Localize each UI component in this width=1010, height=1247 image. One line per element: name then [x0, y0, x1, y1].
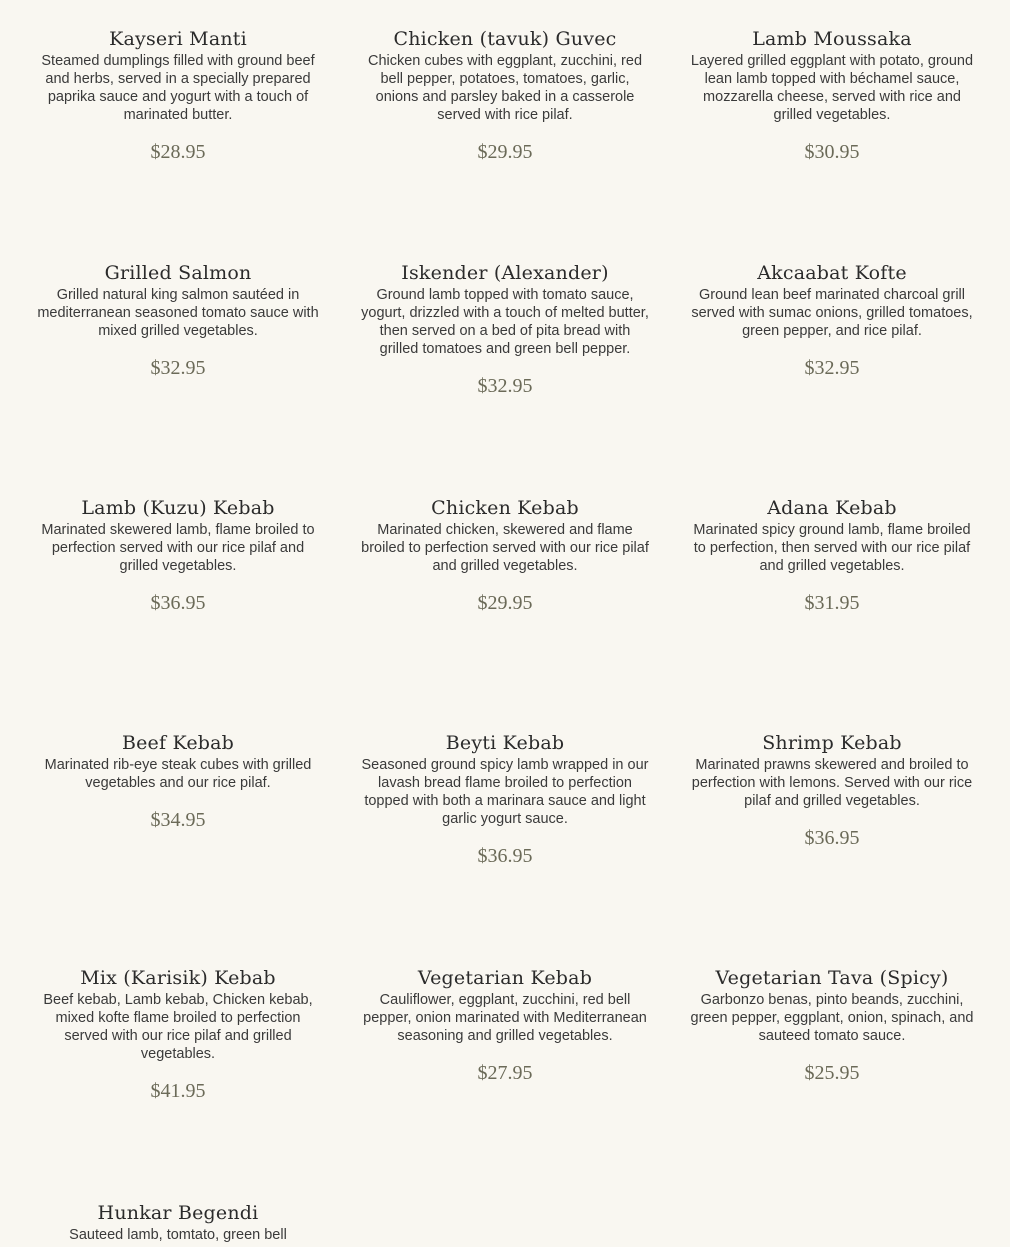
menu-item-price: $27.95: [477, 1062, 533, 1084]
menu-item-name: Grilled Salmon: [104, 262, 252, 284]
menu-item: [33, 1201, 323, 1244]
menu-item-name: Akcaabat Kofte: [757, 262, 907, 284]
menu-item-price: $36.95: [477, 845, 533, 867]
menu-item-price: $30.95: [804, 141, 860, 163]
menu-item: [360, 731, 650, 868]
menu-item-description: Ground lamb topped with tomato sauce, yogurt, drizzled with a touch of melted butter, then served on a bed of pita bread with grilled tomatoes and green bell pepper.: [361, 287, 649, 357]
menu-item-description: Marinated rib-eye steak cubes with grilled vegetables and our rice pilaf.: [44, 757, 312, 791]
menu-item: [33, 261, 323, 380]
menu-item-price: $28.95: [150, 141, 206, 163]
menu-item-name: Iskender (Alexander): [401, 262, 609, 284]
menu-item-description: Marinated prawns skewered and broiled to perfection with lemons. Served with our rice pilaf and grilled vegetables.: [691, 757, 973, 809]
menu-item-description: Layered grilled eggplant with potato, ground lean lamb topped with béchamel sauce, mozzarella cheese, served with rice and grilled vegetables.: [690, 53, 974, 123]
menu-item: [687, 496, 977, 615]
menu-item: [360, 261, 650, 398]
menu-item-description: Cauliflower, eggplant, zucchini, red bell pepper, onion marinated with Mediterranean seasoning and grilled vegetables.: [363, 992, 647, 1044]
menu-item-description: Ground lean beef marinated charcoal grill served with sumac onions, grilled tomatoes, green pepper, and rice pilaf.: [691, 287, 973, 339]
menu-item-description: Chicken cubes with eggplant, zucchini, red bell pepper, potatoes, tomatoes, garlic, onions and parsley baked in a casserole served with rice pilaf.: [367, 53, 643, 123]
menu-item-price: $34.95: [150, 809, 206, 831]
menu-item: [687, 966, 977, 1085]
menu-item: [360, 496, 650, 615]
menu-item-price: $41.95: [150, 1080, 206, 1102]
menu-item-name: Beyti Kebab: [445, 732, 565, 754]
menu-item-price: $32.95: [477, 375, 533, 397]
menu-item-name: Hunkar Begendi: [97, 1202, 259, 1224]
menu-item-price: $29.95: [477, 592, 533, 614]
menu-item-name: Vegetarian Kebab: [417, 967, 593, 989]
menu-item-name: Shrimp Kebab: [762, 732, 902, 754]
menu-item-description: Steamed dumplings filled with ground beef and herbs, served in a specially prepared paprika sauce and yogurt with a touch of marinated butter.: [41, 53, 315, 123]
menu-item-name: Mix (Karisik) Kebab: [80, 967, 276, 989]
menu-item: [687, 27, 977, 164]
menu-item-description: Seasoned ground spicy lamb wrapped in our lavash bread flame broiled to perfection topped with both a marinara sauce and light garlic yogurt sauce.: [361, 757, 649, 827]
menu-item-price: $31.95: [804, 592, 860, 614]
menu-item-name: Chicken Kebab: [431, 497, 579, 519]
menu-item-name: Vegetarian Tava (Spicy): [715, 967, 949, 989]
menu-item-price: $29.95: [477, 141, 533, 163]
menu-item-description: Beef kebab, Lamb kebab, Chicken kebab, mixed kofte flame broiled to perfection served with our rice pilaf and grilled vegetables.: [43, 992, 313, 1062]
menu-item-price: $36.95: [150, 592, 206, 614]
menu-item-price: $32.95: [150, 357, 206, 379]
menu-item-name: Kayseri Manti: [109, 28, 247, 50]
menu-item-description: Marinated chicken, skewered and flame broiled to perfection served with our rice pilaf and grilled vegetables.: [361, 522, 649, 574]
menu-item-description: Marinated skewered lamb, flame broiled to perfection served with our rice pilaf and grilled vegetables.: [41, 522, 315, 574]
menu-item-name: Lamb (Kuzu) Kebab: [81, 497, 275, 519]
menu-item-description: Marinated spicy ground lamb, flame broiled to perfection, then served with our rice pilaf and grilled vegetables.: [693, 522, 971, 574]
menu-item-description: Grilled natural king salmon sautéed in mediterranean seasoned tomato sauce with mixed grilled vegetables.: [37, 287, 319, 339]
menu-item: [33, 731, 323, 832]
menu-item: [360, 966, 650, 1085]
menu-item-description: Sauteed lamb, tomtato, green bell: [69, 1227, 287, 1243]
menu-item-description: Garbonzo benas, pinto beands, zucchini, green pepper, eggplant, onion, spinach, and sauteed tomato sauce.: [690, 992, 974, 1044]
menu-item-price: $25.95: [804, 1062, 860, 1084]
menu-item-name: Adana Kebab: [767, 497, 897, 519]
menu-item-name: Chicken (tavuk) Guvec: [393, 28, 617, 50]
menu-item: [360, 27, 650, 164]
menu-item: [687, 261, 977, 380]
menu-item-name: Lamb Moussaka: [752, 28, 912, 50]
menu-item: [33, 966, 323, 1103]
menu-item: [687, 731, 977, 850]
menu-item-price: $36.95: [804, 827, 860, 849]
menu-item-price: $32.95: [804, 357, 860, 379]
menu-item: [33, 496, 323, 615]
menu-item-name: Beef Kebab: [121, 732, 235, 754]
menu-item: [33, 27, 323, 164]
